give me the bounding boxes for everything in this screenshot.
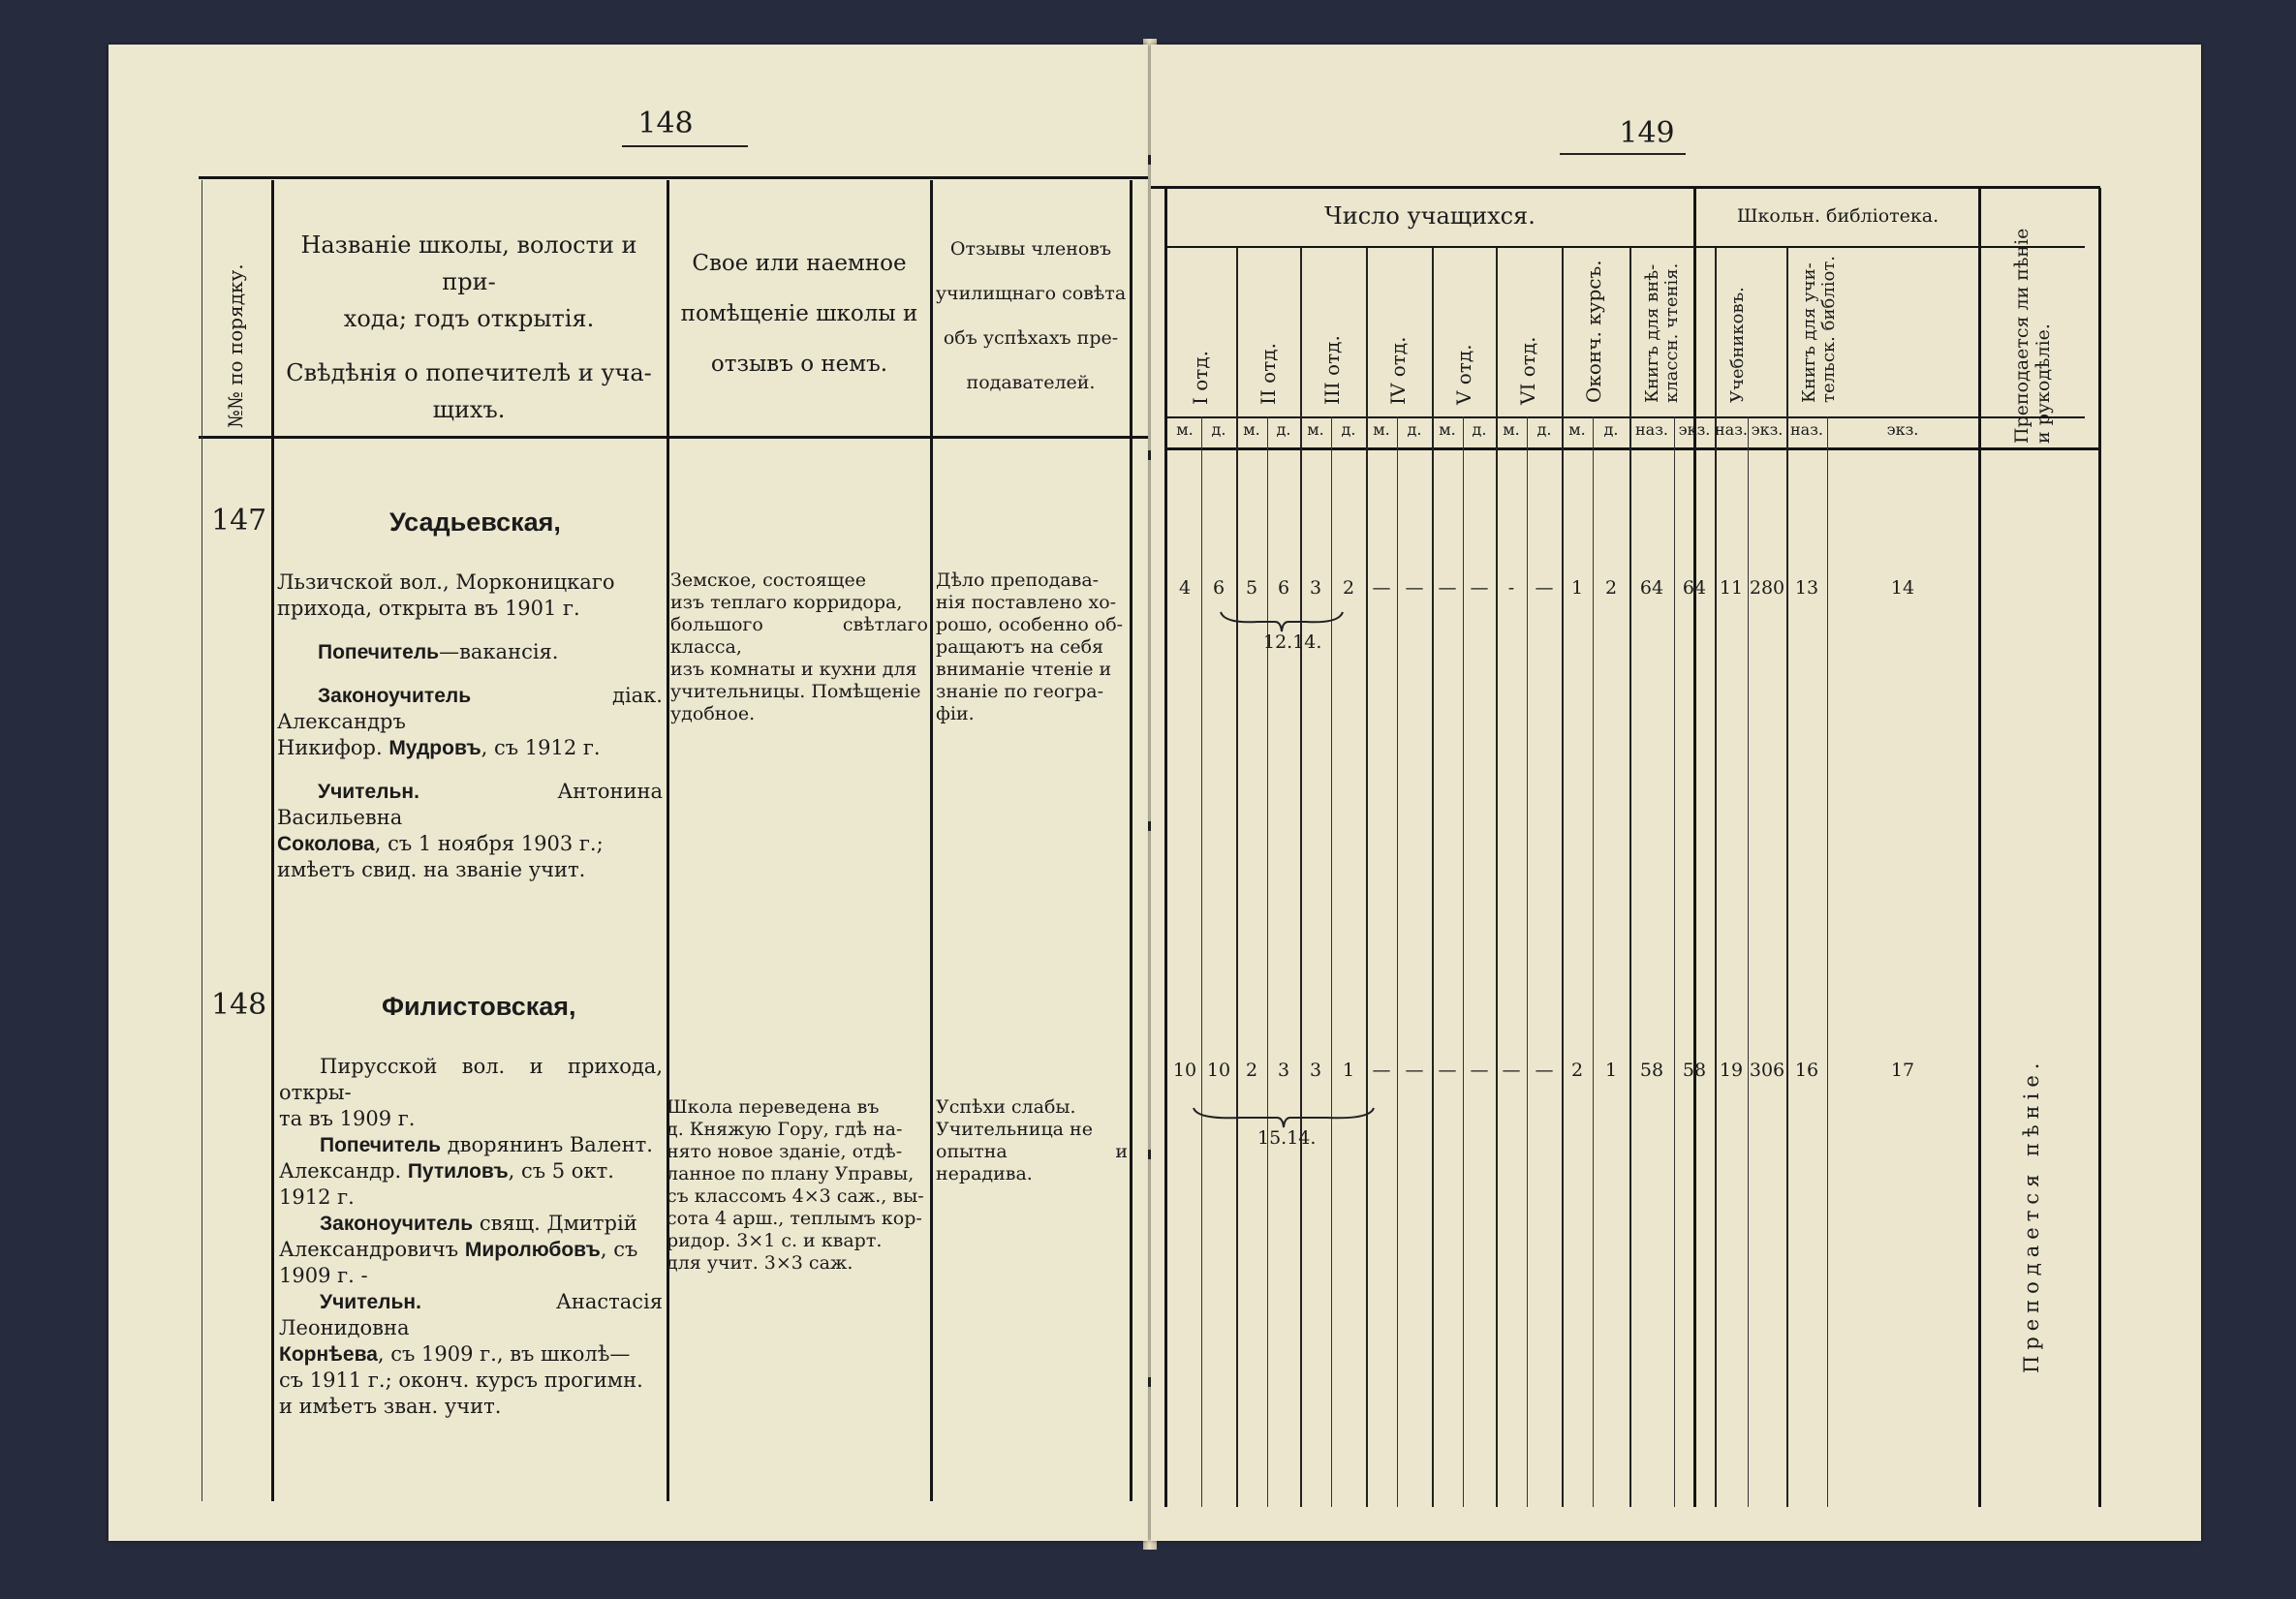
table-cell: 306 — [1749, 1060, 1785, 1081]
table-cell: 1 — [1570, 577, 1584, 599]
table-cell: — — [1438, 577, 1457, 599]
singing-note: Преподается пѣніе. — [2020, 1057, 2043, 1373]
column-divider — [1130, 180, 1132, 1501]
sub-header-label: экз. — [1886, 420, 1919, 439]
table-cell: 1 — [1604, 1060, 1618, 1081]
class-header-label: II отд. — [1257, 343, 1280, 405]
sub-header-label: м. — [1307, 420, 1324, 439]
column-divider — [667, 180, 669, 1501]
sub-header-label: м. — [1243, 420, 1260, 439]
table-cell: 4 — [1178, 577, 1192, 599]
table-cell: 11 — [1719, 577, 1744, 599]
table-cell: 3 — [1309, 1060, 1322, 1081]
column-divider — [1693, 188, 1696, 1507]
sub-header-label: м. — [1503, 420, 1520, 439]
column-divider — [1978, 188, 1981, 1507]
column-divider — [271, 180, 274, 1501]
table-left-edge — [1164, 188, 1167, 1507]
sub-header-label: м. — [1176, 420, 1194, 439]
page-number: 148 — [637, 107, 694, 140]
sub-header-label: д. — [1341, 420, 1356, 439]
table-cell: — — [1405, 1060, 1424, 1081]
sub-header-label: д. — [1472, 420, 1487, 439]
sub-header-label: м. — [1373, 420, 1390, 439]
sub-header-label: наз. — [1634, 420, 1668, 439]
header-reviews: Отзывы членовъ училищнаго совѣта объ успѣхахъ пре- подавателей. — [935, 238, 1127, 393]
table-cell: — — [1470, 577, 1489, 599]
library-header-label: Книгъ для учи- тельск. библіот. — [1799, 256, 1839, 403]
table-cell: — — [1372, 1060, 1391, 1081]
table-cell: — — [1535, 577, 1554, 599]
school-info: Пирусской вол. и прихода, откры- та въ 1909 г. Попечитель дворянинъ Валент. Александр. Путиловъ, съ 5 окт. 1912 г. Законоучитель свящ. Дмитрій Александровичъ Миролюбовъ, съ 1909 г. - Учительн. Анастасія Леонидовна Корнѣева, съ 1909 г., въ школѣ— съ 1911 г.; оконч. курсъ прогимн. и имѣетъ зван. учит. — [279, 1055, 663, 1418]
sub-header-label: экз. — [1751, 420, 1784, 439]
table-cell: — — [1438, 1060, 1457, 1081]
table-cell: 58 — [1639, 1060, 1664, 1081]
table-cell: — — [1470, 1060, 1489, 1081]
sub-header-label: экз. — [1678, 420, 1711, 439]
sub-header-label: м. — [1568, 420, 1586, 439]
header-sub-rule — [1164, 416, 2085, 418]
table-cell: — — [1405, 577, 1424, 599]
library-header-label: Книгъ для внѣ- классн. чтенія. — [1642, 262, 1682, 403]
table-cell: - — [1507, 577, 1515, 599]
header-library: Школьн. библіотека. — [1736, 205, 1939, 227]
page-number-rule — [622, 145, 748, 147]
school-info: Льзичской вол., Морконицкаго прихода, открыта въ 1901 г. Попечитель—вакансія. Законоучитель діак. Александръ Никифор. Мудровъ, съ 1912 г. Учительн. Антонина Васильевна Соколова, съ 1 ноября 1903 г.; имѣетъ свид. на званіе учит. — [277, 570, 663, 881]
library-header-label: Учебниковъ. — [1727, 287, 1748, 403]
left-page — [109, 45, 1148, 1541]
table-cell: 2 — [1342, 577, 1355, 599]
table-cell: 10 — [1172, 1060, 1197, 1081]
header-mid-rule — [1164, 246, 2085, 248]
sub-header-label: м. — [1439, 420, 1456, 439]
header-premises: Свое или наемное помѣщеніе школы и отзывъ о немъ. — [680, 251, 918, 377]
review-text: Успѣхи слабы. Учительница не опытна и нерадива. — [936, 1096, 1128, 1184]
class-header-label: VI отд. — [1516, 336, 1539, 405]
table-cell: 17 — [1890, 1060, 1915, 1081]
school-name: Филистовская, — [382, 992, 576, 1021]
table-cell: 14 — [1890, 577, 1915, 599]
class-header-label: III отд. — [1320, 335, 1344, 405]
class-header-label: IV отд. — [1386, 336, 1410, 405]
table-cell: 5 — [1245, 577, 1258, 599]
table-right-edge — [2098, 188, 2101, 1507]
table-cell: 58 — [1682, 1060, 1707, 1081]
table-cell: 64 — [1639, 577, 1664, 599]
table-cell: 6 — [1277, 577, 1290, 599]
table-cell: 3 — [1277, 1060, 1290, 1081]
sub-header-label: д. — [1211, 420, 1226, 439]
table-cell: 64 — [1682, 577, 1707, 599]
table-cell: 280 — [1749, 577, 1785, 599]
table-top-rule — [199, 176, 1148, 179]
table-cell: 2 — [1245, 1060, 1258, 1081]
brace-label: 12.14. — [1263, 631, 1322, 653]
sub-header-label: д. — [1407, 420, 1422, 439]
table-cell: 13 — [1794, 577, 1819, 599]
table-cell: 1 — [1342, 1060, 1355, 1081]
header-singing: Преподается ли пѣніе и рукодѣліе. — [2011, 228, 2054, 444]
right-page — [1151, 45, 2201, 1541]
header-school: Названіе школы, волости и при- хода; годъ открытія. Свѣдѣнія о попечителѣ и уча- щихъ. — [286, 231, 652, 423]
header-students: Число учащихся. — [1324, 202, 1536, 230]
premises-text: Школа переведена въ д. Княжую Гору, гдѣ на- нято новое зданіе, отдѣ- ланное по плану Управы, съ классомъ 4×3 саж., вы- сота 4 арш., теплымъ кор- ридор. 3×1 с. и кварт. для учит. 3×3 саж. — [667, 1096, 924, 1274]
sub-header-label: наз. — [1789, 420, 1823, 439]
table-cell: 6 — [1212, 577, 1226, 599]
premises-text: Земское, состоящее изъ теплаго корридора, большого свѣтлаго класса, изъ комнаты и кухни для учительницы. Помѣщеніе удобное. — [670, 569, 928, 724]
table-cell: 2 — [1570, 1060, 1584, 1081]
table-cell: — — [1535, 1060, 1554, 1081]
column-divider — [930, 180, 933, 1501]
sub-header-label: д. — [1276, 420, 1291, 439]
entry-number: 148 — [211, 988, 267, 1022]
class-header-label: I отд. — [1189, 350, 1212, 405]
table-cell: 3 — [1309, 577, 1322, 599]
sub-header-label: д. — [1603, 420, 1619, 439]
sub-header-label: наз. — [1715, 420, 1749, 439]
table-top-rule — [1151, 186, 2100, 189]
table-cell: 19 — [1719, 1060, 1744, 1081]
brace-label: 15.14. — [1257, 1127, 1317, 1149]
table-cell: 2 — [1604, 577, 1618, 599]
review-text: Дѣло преподава- нія поставлено хо- рошо, особенно об- ращаютъ на себя вниманіе чтеніе и знаніе по геогра- фіи. — [936, 569, 1124, 724]
table-cell: 16 — [1794, 1060, 1819, 1081]
page-number: 149 — [1619, 116, 1675, 150]
table-cell: — — [1502, 1060, 1521, 1081]
school-name: Усадьевская, — [389, 507, 561, 537]
table-cell: 10 — [1206, 1060, 1231, 1081]
page-number-rule — [1560, 153, 1686, 155]
header-bottom-rule — [199, 436, 1148, 439]
entry-number: 147 — [211, 504, 267, 538]
table-cell: — — [1372, 577, 1391, 599]
class-header-label: V отд. — [1452, 344, 1475, 405]
sub-header-label: д. — [1536, 420, 1552, 439]
class-header-label: Оконч. курсъ. — [1582, 260, 1605, 403]
header-order-no: №№ по порядку. — [224, 263, 247, 428]
header-bottom-rule — [1164, 447, 2100, 450]
